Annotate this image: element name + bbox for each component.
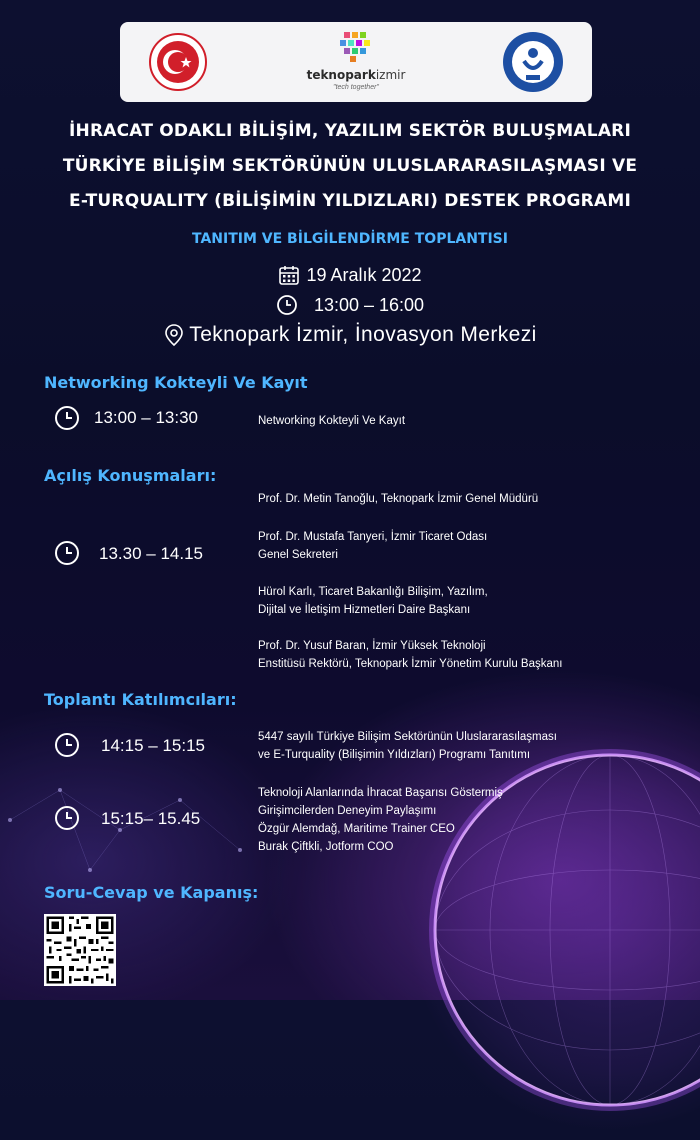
decorative-globe (400, 720, 700, 1140)
networking-desc: Networking Kokteyli Ve Kayıt (258, 415, 406, 427)
title-line-3: E-TURQUALITY (BİLİŞİMİN YILDIZLARI) DESTEK PROGRAMI (69, 191, 631, 211)
speaker-2-line-1: Prof. Dr. Mustafa Tanyeri, İzmir Ticaret Odası (258, 531, 488, 543)
decorative-network (0, 760, 260, 900)
participants-desc-1-line-2: ve E-Turquality (Bilişimin Yıldızları) Programı Tanıtımı (258, 749, 531, 761)
event-venue (0, 323, 700, 353)
opening-time: 13.30 – 14.15 (99, 544, 203, 563)
speaker-3-line-2: Dijital ve İletişim Hizmetleri Daire Başkanı (258, 604, 471, 616)
title-line-2: TÜRKİYE BİLİŞİM SEKTÖRÜNÜN ULUSLARARASILAŞMASI VE (62, 156, 638, 176)
participants-time-2: 15:15– 15.45 (101, 809, 201, 828)
clock-icon (276, 294, 298, 316)
participants-time-1: 14:15 – 15:15 (101, 736, 205, 755)
participants-desc-1-line-1: 5447 sayılı Türkiye Bilişim Sektörünün Uluslararasılaşması (258, 731, 557, 743)
teknopark-izmir-logo (300, 30, 412, 96)
participants-desc-1 (258, 728, 557, 764)
speaker-4-line-2: Enstitüsü Rektörü, Teknopark İzmir Yönetim Kurulu Başkanı (258, 658, 563, 670)
section-participants-title: Toplantı Katılımcıları: (44, 690, 237, 709)
speaker-2 (258, 528, 487, 564)
section-networking-title: Networking Kokteyli Ve Kayıt (44, 373, 308, 392)
participants-desc-2-line-3: Özgür Alemdağ, Maritime Trainer CEO (258, 823, 455, 835)
participants-desc-2-line-4: Burak Çiftkli, Jotform COO (258, 841, 394, 853)
speaker-4-line-1: Prof. Dr. Yusuf Baran, İzmir Yüksek Teknoloji (258, 640, 486, 652)
speaker-4 (258, 637, 562, 673)
speaker-1-line-1: Prof. Dr. Metin Tanoğlu, Teknopark İzmir Genel Müdürü (258, 493, 539, 505)
speaker-1 (258, 490, 538, 508)
teknopark-mark-icon (336, 30, 376, 66)
subtitle: TANITIM VE BİLGİLENDİRME TOPLANTISI (192, 231, 508, 247)
logo-bar (120, 22, 592, 102)
title-line-1: İHRACAT ODAKLI BİLİŞİM, YAZILIM SEKTÖR BULUŞMALARI (69, 121, 631, 141)
teknopark-tagline: "tech together" (333, 84, 379, 91)
participants-desc-2 (258, 784, 503, 856)
calendar-icon (278, 264, 300, 286)
clock-icon (54, 805, 80, 831)
ticaret-bakanligi-logo (148, 32, 208, 92)
event-time (0, 294, 700, 321)
clock-icon (54, 732, 80, 758)
izmir-ticaret-odasi-logo (502, 31, 564, 93)
section-opening-title: Açılış Konuşmaları: (44, 466, 217, 485)
event-venue-text: Teknopark İzmir, İnovasyon Merkezi (189, 323, 537, 346)
section-closing-title: Soru-Cevap ve Kapanış: (44, 883, 259, 902)
speaker-3-line-1: Hürol Karlı, Ticaret Bakanlığı Bilişim, Yazılım, (258, 586, 488, 598)
location-pin-icon (163, 323, 185, 347)
teknopark-brand-b: izmir (375, 68, 406, 82)
speaker-3 (258, 583, 488, 619)
participants-desc-2-line-1: Teknoloji Alanlarında İhracat Başarısı Göstermiş (258, 787, 503, 799)
teknopark-brand-a: teknopark (306, 68, 376, 82)
event-date (0, 264, 700, 291)
event-time-text: 13:00 – 16:00 (313, 294, 425, 315)
clock-icon (54, 405, 80, 431)
networking-time: 13:00 – 13:30 (94, 408, 198, 427)
qr-code[interactable] (44, 914, 116, 986)
speaker-2-line-2: Genel Sekreteri (258, 549, 338, 561)
participants-desc-2-line-2: Girişimcilerden Deneyim Paylaşımı (258, 805, 437, 817)
event-date-text: 19 Aralık 2022 (306, 264, 422, 285)
clock-icon (54, 540, 80, 566)
